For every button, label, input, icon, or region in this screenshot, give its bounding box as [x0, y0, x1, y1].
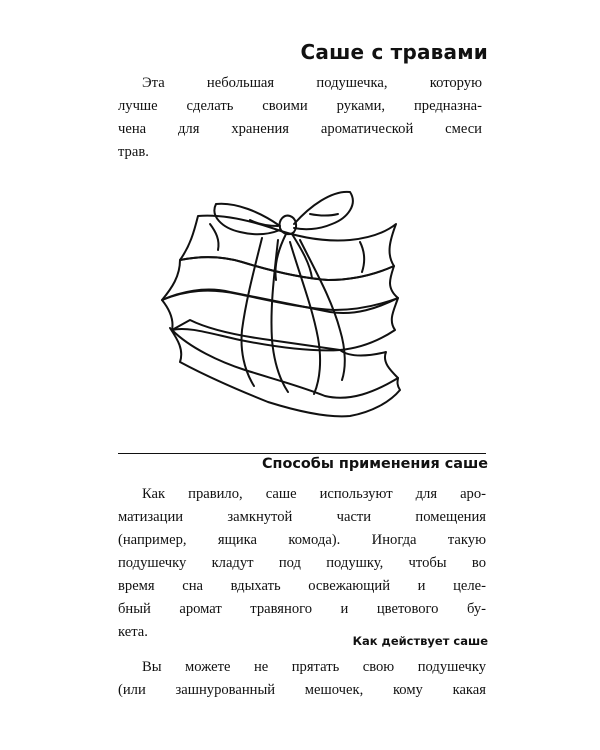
intro-line-2: лучше сделать своими руками, предназна-: [118, 98, 482, 114]
intro-line-4: трав.: [118, 144, 149, 160]
subsection-title: Как действует саше: [352, 634, 488, 648]
section-line-5: время сна вдыхать освежающий и целе-: [118, 578, 486, 594]
sachet-pillows-illustration: [150, 180, 420, 425]
section-line-2: матизации замкнутой части помещения: [118, 509, 486, 525]
intro-line-1: Эта небольшая подушечка, которую: [142, 75, 482, 91]
intro-line-3: чена для хранения ароматической смеси: [118, 121, 482, 137]
intro-paragraph: [118, 72, 482, 164]
section-line-3: (например, ящика комода). Иногда такую: [118, 532, 486, 548]
section-line-1: Как правило, саше используют для аро-: [142, 486, 486, 502]
section-line-4: подушечку кладут под подушку, чтобы во: [118, 555, 486, 571]
page-title: Саше с травами: [300, 40, 488, 64]
section-paragraph: [118, 483, 486, 644]
subsection-paragraph: [118, 656, 486, 702]
section-line-6: бный аромат травяного и цветового бу-: [118, 601, 486, 617]
subsection-line-2: (или зашнурованный мешочек, кому какая: [118, 682, 486, 698]
section-divider: [118, 453, 486, 454]
section-line-7: кета.: [118, 624, 148, 640]
subsection-line-1: Вы можете не прятать свою подушечку: [142, 659, 486, 675]
section-title: Способы применения саше: [262, 456, 488, 472]
